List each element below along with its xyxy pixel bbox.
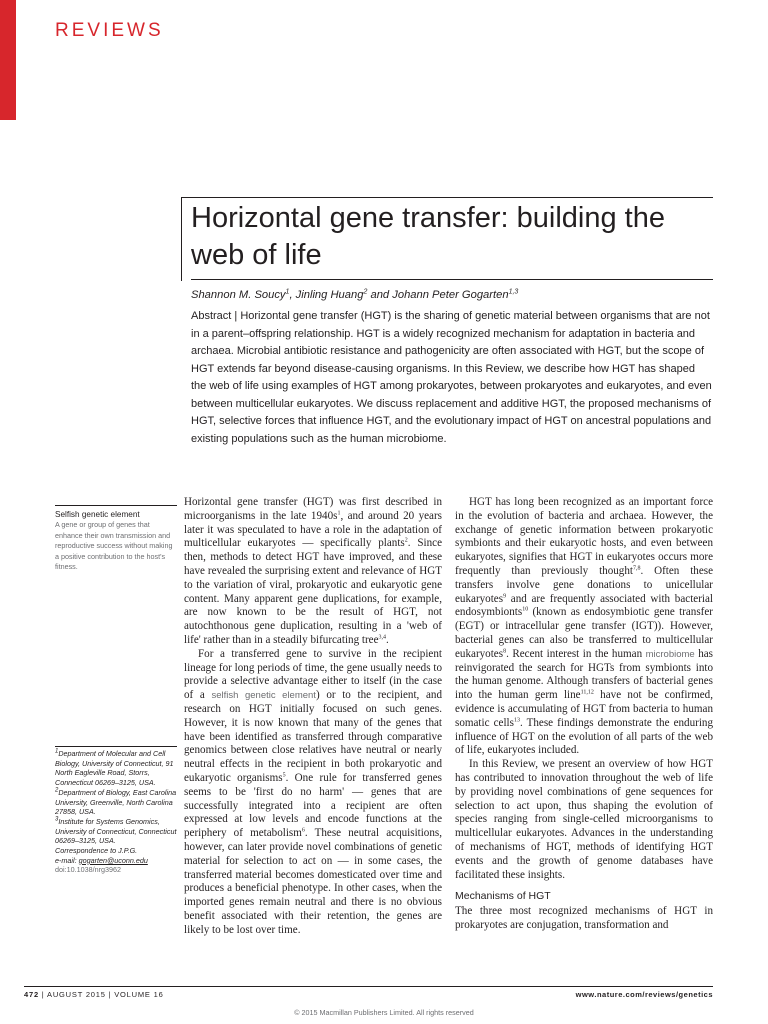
title-bottom-rule — [191, 279, 713, 280]
author-name: Johann Peter Gogarten — [392, 289, 509, 301]
author-affiliation-mark: 1 — [285, 288, 290, 296]
author-affiliation-mark: 1,3 — [508, 288, 519, 296]
correspondence-email: e-mail: gogarten@uconn.edu — [55, 855, 148, 865]
author-name: Shannon M. Soucy — [191, 289, 286, 301]
section-color-bar — [0, 0, 16, 120]
glossary-definition: A gene or group of genes that enhance their own transmission and reproductive success without making a positive contribution to the host's fitness. — [55, 520, 173, 571]
section-label: REVIEWS — [55, 20, 164, 41]
affiliation: $^3$Institute for Systems Genomics, University of Connecticut, Connecticut 06269–3125, USA. — [55, 816, 177, 846]
affiliations-block — [55, 746, 177, 875]
email-link[interactable]: gogarten@uconn.edu — [78, 855, 148, 865]
doi: doi:10.1038/nrg3962 — [55, 865, 121, 875]
author-affiliation-mark: 2 — [363, 288, 368, 296]
body-column-2 — [455, 496, 713, 933]
paragraph: The three most recognized mechanisms of HGT in prokaryotes are conjugation, transformation and — [455, 905, 713, 931]
page-number: 472 — [24, 990, 39, 999]
article-title: Horizontal gene transfer: building the web of life — [191, 202, 665, 271]
glossary-link[interactable]: selfish genetic element — [211, 690, 316, 702]
abstract: Abstract | Horizontal gene transfer (HGT) is the sharing of genetic material between organisms that are not in a parent–offspring relationship. HGT is a widely recognized mechanism for adaptation in bacteria and archaea. Microbial antibiotic resistance and pathogenicity are often associated with HGT, but the scope of HGT extends far beyond disease-causing organisms. In this Review, we describe how HGT has shaped the web of life using examples of HGT among prokaryotes, between prokaryotes and eukaryotes, and even between multicellular eukaryotes. We discuss replacement and additive HGT, the proposed mechanisms of HGT, selective forces that influence HGT, and the evolutionary impact of HGT on ancestral populations and existing populations such as the human microbiome. — [191, 310, 712, 445]
title-side-rule — [181, 197, 182, 281]
paragraph: For a transferred gene to survive in the recipient lineage for long periods of time, the gene usually needs to provide a selective advantage either to itself (in the case of a selfish genetic element) or to the recipient, and research on HGT initially focused on such genes. However, it is now known that many of the genes that have been identified as transferred through comparative genomics between close relatives have neutral or nearly neutral effects in the recipient in both prokaryotic and eukaryotic organisms$^5$. One rule for transferred genes seems to be 'first do no harm' — genes that are successfully integrated into a recipient are often expressed at low levels and encode functions at the periphery of metabolism$^6$. These neutral acquisitions, however, can later provide novel combinations of genetic material for selection to act on — in some cases, the transferred material becomes domesticated over time and produces a beneficial phenotype. In other cases, when the imported genes remain neutral and there is no obvious benefit associated with their retention, the genes are likely to be lost over time. — [184, 647, 443, 936]
body-column-1 — [184, 496, 442, 938]
footer-rule — [24, 986, 713, 987]
paragraph: HGT has long been recognized as an important force in the evolution of bacteria and archaea. However, the exchange of genetic information between prokaryotic symbionts and their eukaryotic hosts, and even between eukaryotes, signifies that HGT in eukaryotes occurs more frequently than previously thought$^{7,8}$. Often these transfers involve gene donations to unicellular eukaryotes$^9$ and are frequently associated with bacterial endosymbionts$^{10}$ (known as endosymbiotic gene transfer (EGT) or intracellular gene transfer (IGT)). However, bacterial genes can also be transferred to multicellular eukaryotes$^8$. Recent interest in the human microbiome has reinvigorated the search for HGTs from symbionts into the human genome. Although transfers of bacterial genes into the human germ line$^{11,12}$ have not be confirmed, evidence is accumulating of HGT from bacteria to human somatic cells$^{13}$. These findings demonstrate the enduring influence of HGT on the evolution of all parts of the web of life, eukaryotes included. — [455, 496, 714, 757]
paragraph: Horizontal gene transfer (HGT) was first described in microorganisms in the late $1940s^1$, and around 20 years later it was speculated to have a role in the adaptation of multicellular eukaryotes — specifically plants$^2$. Since then, methods to detect HGT have improved, and these have revealed the surprising extent and relevance of HGT to the variation of viral, prokaryotic and eukaryotic gene content. Many apparent gene duplications, for example, are now known to be the result of HGT, not autochthonous gene duplication, resulting in a 'web of life' rather than in a steadily bifurcating tree$^{3,4}$. — [184, 496, 442, 646]
glossary-sidebar — [55, 505, 177, 573]
volume: VOLUME 16 — [114, 990, 164, 999]
affiliation: $^1$Department of Molecular and Cell Biology, University of Connecticut, 91 North Eagleville Road, Storrs, Connecticut 06269–3125, USA. — [55, 748, 174, 788]
issue-date: AUGUST 2015 — [47, 990, 106, 999]
glossary-term: Selfish genetic element — [55, 505, 177, 520]
author-name: Jinling Huang — [295, 289, 364, 301]
author-list: Shannon M. Soucy$^1$, Jinling Huang$^2$ and Johann Peter Gogarten$^{1,3}$ — [191, 288, 519, 301]
title-top-rule — [181, 197, 713, 198]
footer-page-info: 472 | AUGUST 2015 | VOLUME 16 — [24, 990, 164, 999]
correspondence: Correspondence to J.P.G. — [55, 846, 138, 856]
affiliation: $^2$Department of Biology, East Carolina University, Greenville, North Carolina 27858, USA. — [55, 787, 177, 817]
copyright: © 2015 Macmillan Publishers Limited. All rights reserved — [294, 1008, 474, 1017]
journal-url[interactable]: www.nature.com/reviews/genetics — [575, 990, 713, 999]
paragraph: In this Review, we present an overview of how HGT has contributed to innovation throughout the web of life by providing novel combinations of gene sequences for selection to act upon, thus shaping the evolution of species ranging from single-celled microorganisms to multicellular eukaryotes. Advances in the understanding of mechanisms of HGT, methods of identifying HGT events and the growth of genome databases have facilitated these insights. — [455, 758, 713, 881]
section-heading: Mechanisms of HGT — [455, 890, 551, 903]
glossary-link[interactable]: microbiome — [645, 648, 695, 660]
